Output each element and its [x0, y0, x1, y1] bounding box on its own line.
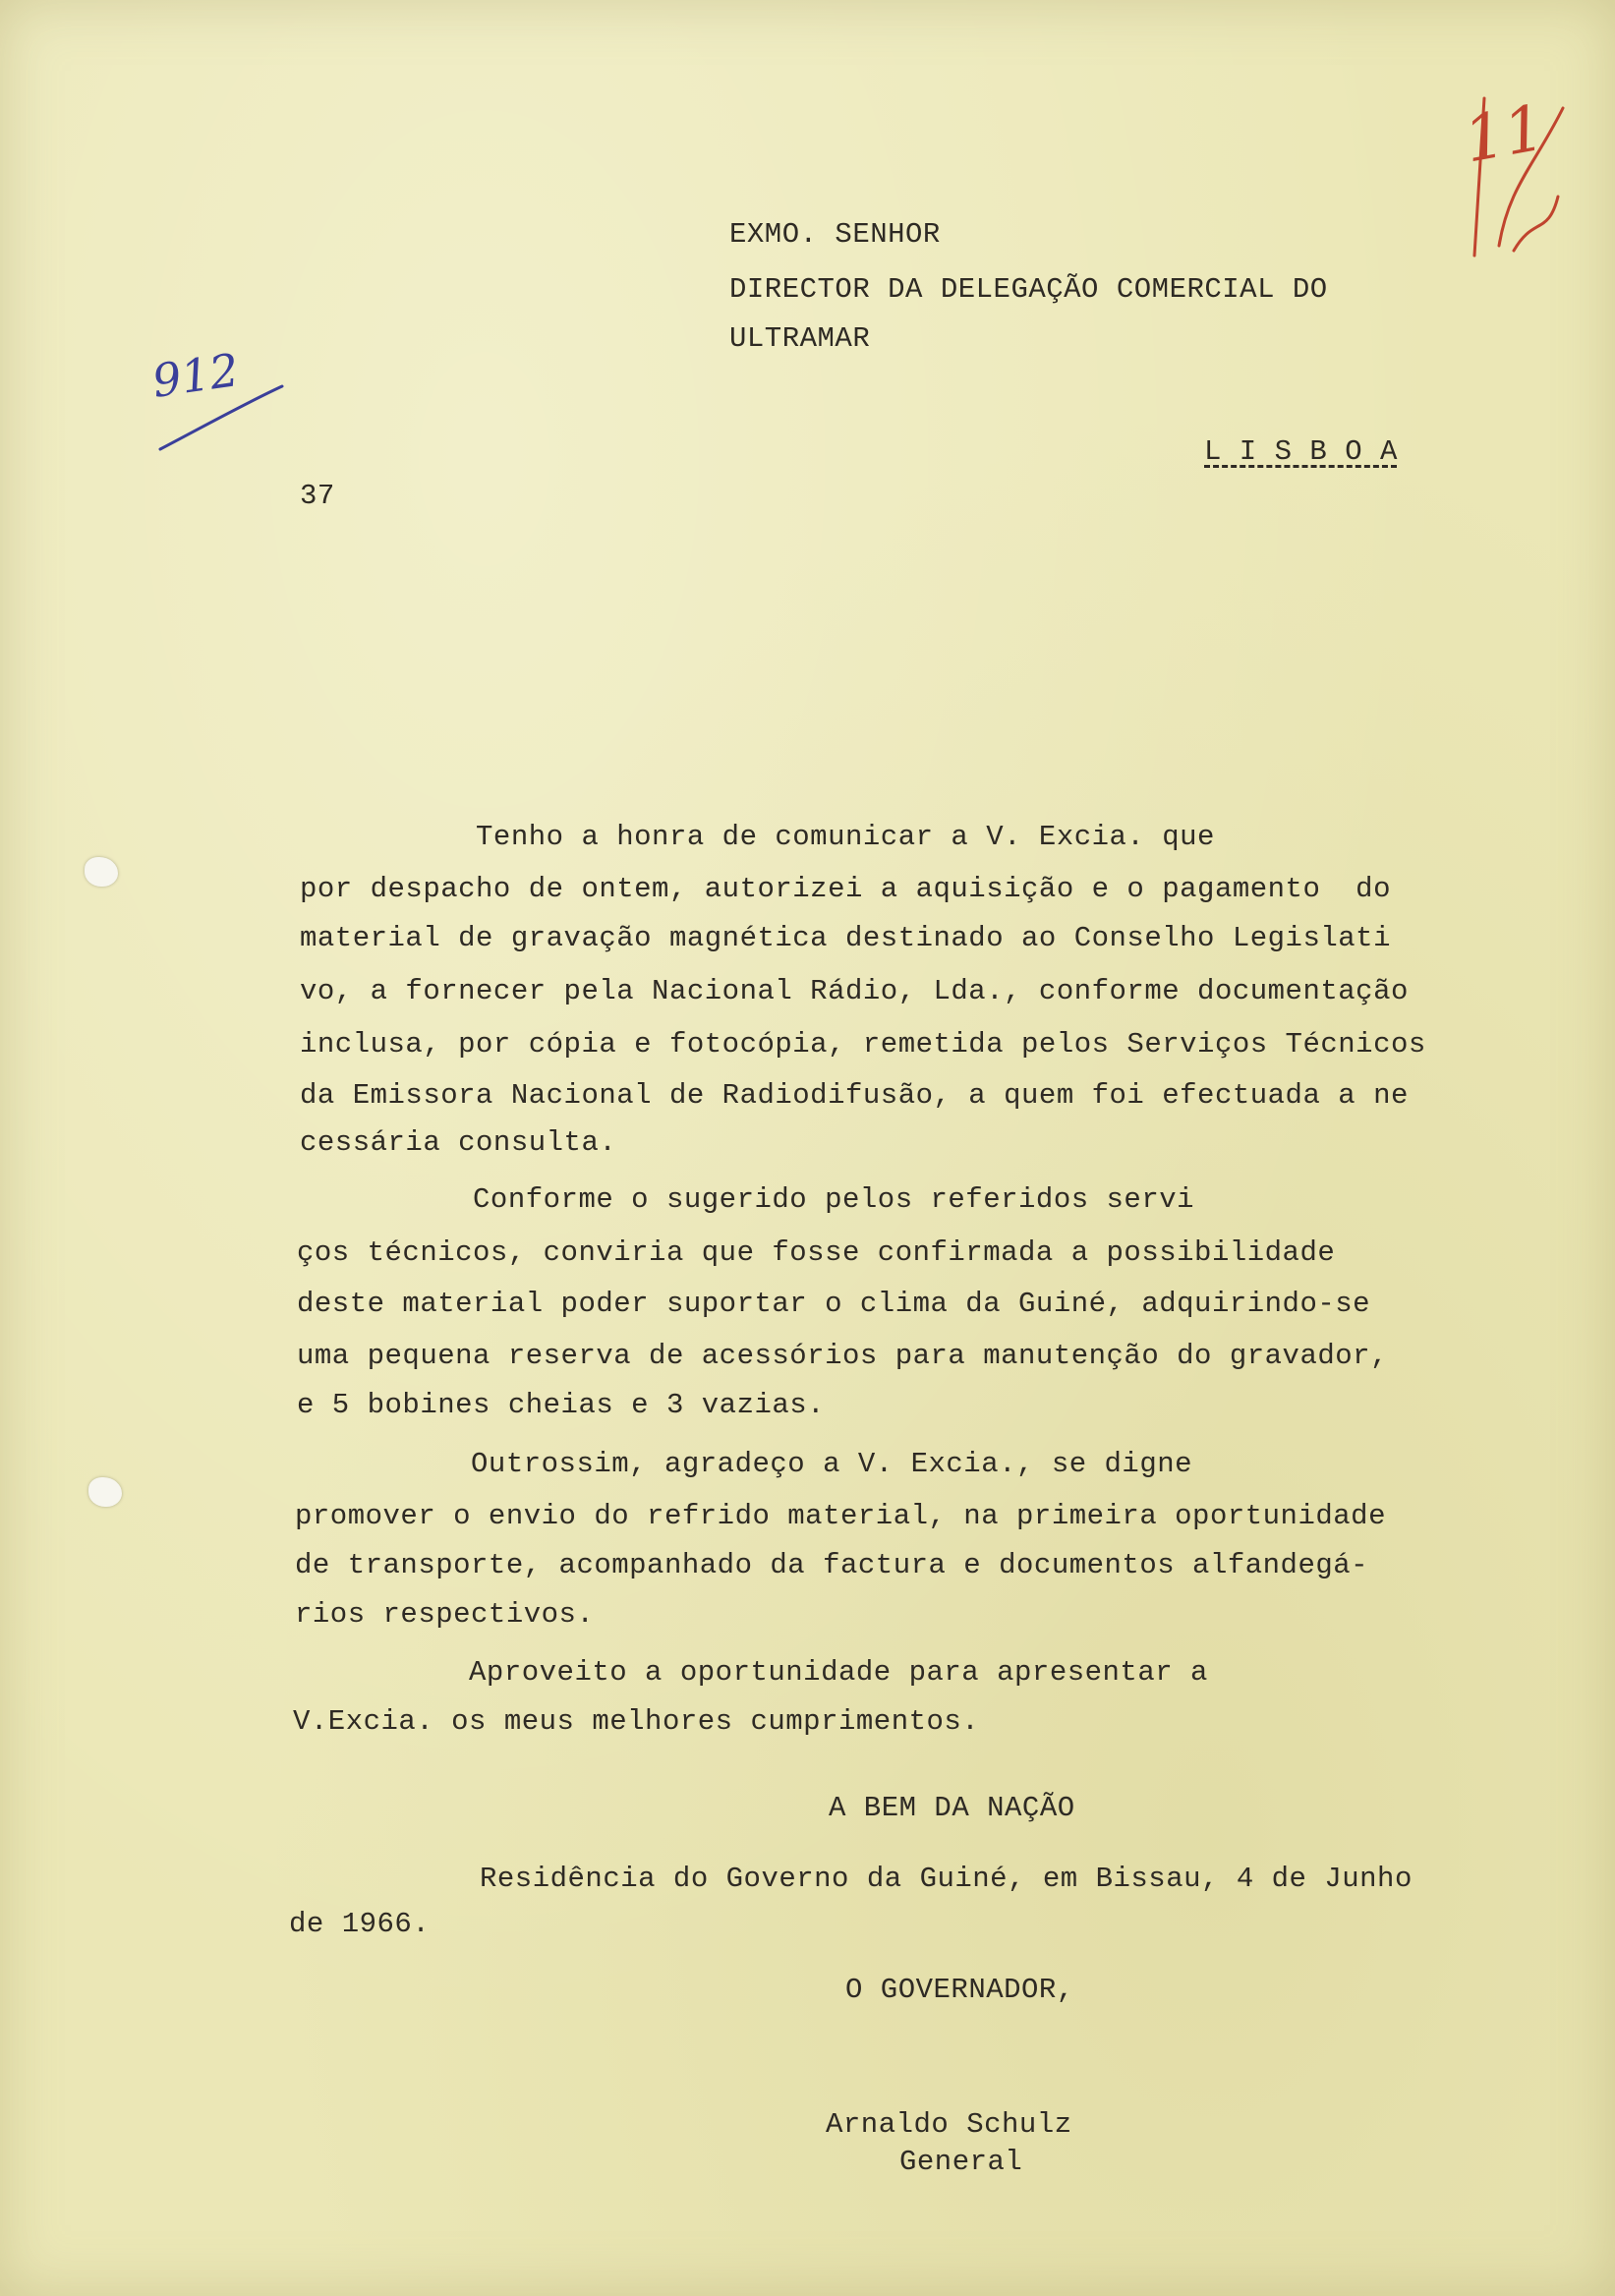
addressee-line-1: EXMO. SENHOR	[729, 218, 941, 251]
text-line: da Emissora Nacional de Radiodifusão, a quem foi efectuada a ne	[300, 1079, 1409, 1112]
reference-number: 37	[300, 480, 335, 512]
signer-title: O GOVERNADOR,	[845, 1974, 1074, 2006]
text-line: inclusa, por cópia e fotocópia, remetida pelos Serviços Técnicos	[300, 1028, 1426, 1061]
text-line: deste material poder suportar o clima da Guiné, adquirindo-se	[297, 1288, 1371, 1320]
handwritten-number-left: 912	[148, 343, 243, 408]
signer-rank: General	[899, 2146, 1023, 2178]
text-line: promover o envio do refrido material, na primeira oportunidade	[295, 1500, 1386, 1532]
text-line: e 5 bobines cheias e 3 vazias.	[297, 1389, 826, 1421]
text-line: rios respectivos.	[295, 1598, 595, 1631]
place-date-line-1: Residência do Governo da Guiné, em Bissau, 4 de Junho	[480, 1863, 1413, 1895]
text-line: material de gravação magnética destinado ao Conselho Legislati	[300, 922, 1391, 954]
addressee-line-3: ULTRAMAR	[729, 322, 871, 355]
text-line: ços técnicos, conviria que fosse confirmada a possibilidade	[297, 1236, 1336, 1269]
text-line: Tenho a honra de comunicar a V. Excia. que	[300, 821, 1215, 853]
punch-hole-top	[85, 857, 118, 887]
text-line: V.Excia. os meus melhores cumprimentos.	[293, 1705, 980, 1738]
text-line: cessária consulta.	[300, 1126, 617, 1159]
text-line: Conforme o sugerido pelos referidos servi	[297, 1183, 1195, 1216]
punch-hole-bottom	[88, 1477, 122, 1507]
handwritten-mark-top-right: 11	[1459, 91, 1551, 178]
closing-motto: A BEM DA NAÇÃO	[829, 1792, 1075, 1824]
text-line: Outrossim, agradeço a V. Excia., se digne	[295, 1448, 1193, 1480]
addressee-city: L I S B O A	[1204, 435, 1398, 468]
place-date-line-2: de 1966.	[289, 1908, 431, 1940]
text-line: vo, a fornecer pela Nacional Rádio, Lda., conforme documentação	[300, 975, 1409, 1007]
signer-name: Arnaldo Schulz	[826, 2108, 1072, 2141]
text-line: de transporte, acompanhado da factura e documentos alfandegá-	[295, 1549, 1369, 1581]
addressee-line-2: DIRECTOR DA DELEGAÇÃO COMERCIAL DO	[729, 273, 1328, 306]
handwritten-stroke	[152, 378, 290, 457]
text-line: uma pequena reserva de acessórios para manutenção do gravador,	[297, 1340, 1388, 1372]
handwritten-scribble-top-right	[1455, 79, 1573, 265]
text-line: por despacho de ontem, autorizei a aquisição e o pagamento do	[300, 873, 1391, 905]
text-line: Aproveito a oportunidade para apresentar a	[293, 1656, 1208, 1689]
